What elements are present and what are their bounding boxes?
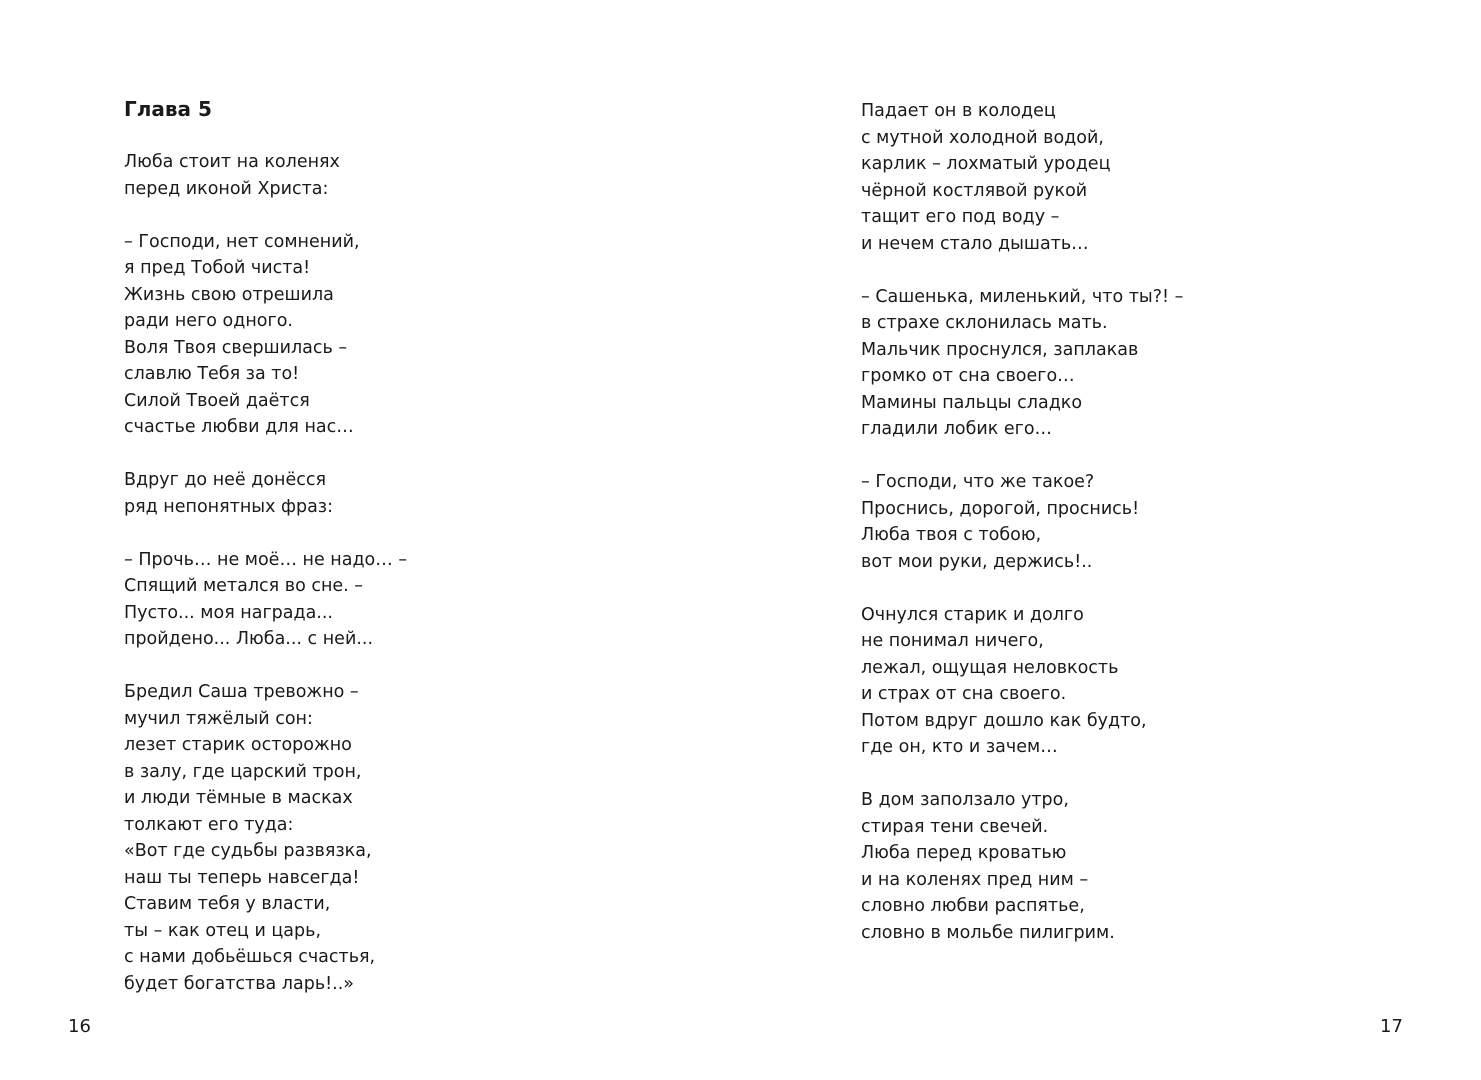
- poem-line: Люба твоя с тобою,: [861, 525, 1042, 545]
- left-page: [0, 0, 740, 1080]
- poem-line: громко от сна своего…: [861, 366, 1075, 386]
- poem-line: славлю Тебя за то!: [124, 364, 300, 384]
- stanza: [124, 149, 407, 202]
- poem-line: Пусто... моя награда...: [124, 602, 333, 623]
- poem-line: Вдруг до неё донёсся: [124, 470, 327, 490]
- stanza: [861, 787, 1183, 946]
- stanza: [861, 469, 1183, 575]
- poem-line: я пред Тобой чиста!: [124, 258, 311, 278]
- poem-line: не понимал ничего,: [861, 631, 1044, 651]
- poem-line: – Сашенька, миленький, что ты?! –: [861, 286, 1184, 307]
- poem-line: словно любви распятье,: [861, 896, 1085, 916]
- stanza: [861, 602, 1183, 761]
- page-number: 17: [1380, 1016, 1403, 1037]
- poem-line: счастье любви для нас…: [124, 417, 354, 437]
- chapter-title: Глава 5: [124, 97, 212, 121]
- poem-line: и страх от сна своего.: [861, 684, 1067, 704]
- poem-line: гладили лобик его…: [861, 419, 1053, 439]
- poem-line: толкают его туда:: [124, 814, 294, 835]
- poem-line: Силой Твоей даётся: [124, 390, 310, 411]
- poem-line: мучил тяжёлый сон:: [124, 708, 313, 729]
- poem-line: Спящий метался во сне. –: [124, 576, 364, 596]
- poem-line: Потом вдруг дошло как будто,: [861, 710, 1147, 731]
- poem-line: и нечем стало дышать…: [861, 233, 1089, 254]
- stanza: [861, 98, 1183, 257]
- poem-line: чёрной костлявой рукой: [861, 180, 1088, 201]
- poem-line: с мутной холодной водой,: [861, 127, 1104, 148]
- stanza: [124, 229, 407, 441]
- stanza: [124, 547, 407, 653]
- poem-line: Мамины пальцы сладко: [861, 392, 1083, 413]
- poem-line: тащит его под воду –: [861, 207, 1060, 227]
- poem-line: лезет старик осторожно: [124, 735, 352, 755]
- poem-line: Падает он в колодец: [861, 101, 1056, 121]
- poem-line: Проснись, дорогой, проснись!: [861, 498, 1140, 519]
- poem-line: Ставим тебя у власти,: [124, 894, 331, 914]
- poem-line: перед иконой Христа:: [124, 178, 329, 199]
- poem-line: Очнулся старик и долго: [861, 604, 1084, 625]
- poem-line: наш ты теперь навсегда!: [124, 867, 360, 888]
- poem-line: Жизнь свою отрешила: [124, 284, 334, 305]
- poem-text-right: [861, 98, 1183, 946]
- poem-line: в страхе склонилась мать.: [861, 313, 1108, 333]
- right-page: [740, 0, 1481, 1080]
- poem-line: В дом заползало утро,: [861, 790, 1069, 810]
- poem-line: Мальчик проснулся, заплакав: [861, 339, 1139, 360]
- poem-line: Люба стоит на коленях: [124, 152, 340, 172]
- poem-line: будет богатства ларь!..»: [124, 973, 354, 994]
- poem-line: ты – как отец и царь,: [124, 920, 322, 941]
- poem-line: – Господи, нет сомнений,: [124, 231, 360, 252]
- page-number: 16: [68, 1016, 91, 1037]
- stanza: [124, 467, 407, 520]
- poem-line: в залу, где царский трон,: [124, 761, 362, 782]
- poem-line: Воля Твоя свершилась –: [124, 337, 348, 358]
- stanza: [124, 679, 407, 997]
- poem-line: лежал, ощущая неловкость: [861, 657, 1119, 678]
- poem-line: ряд непонятных фраз:: [124, 496, 333, 517]
- poem-line: где он, кто и зачем…: [861, 737, 1058, 757]
- poem-line: с нами добьёшься счастья,: [124, 947, 376, 967]
- poem-line: пройдено... Люба... с ней...: [124, 629, 374, 649]
- poem-line: словно в мольбе пилигрим.: [861, 922, 1115, 943]
- poem-line: – Прочь… не моё… не надо… –: [124, 549, 408, 570]
- poem-line: и на коленях пред ним –: [861, 869, 1089, 890]
- poem-line: Бредил Саша тревожно –: [124, 682, 359, 702]
- poem-line: ради него одного.: [124, 311, 293, 331]
- poem-line: стирая тени свечей.: [861, 816, 1049, 837]
- poem-line: и люди тёмные в масках: [124, 788, 353, 808]
- poem-line: «Вот где судьбы развязка,: [124, 841, 372, 861]
- stanza: [861, 284, 1183, 443]
- poem-line: – Господи, что же такое?: [861, 472, 1095, 492]
- poem-line: карлик – лохматый уродец: [861, 154, 1111, 174]
- poem-line: вот мои руки, держись!..: [861, 551, 1093, 572]
- poem-text-left: [124, 149, 407, 997]
- poem-line: Люба перед кроватью: [861, 843, 1067, 863]
